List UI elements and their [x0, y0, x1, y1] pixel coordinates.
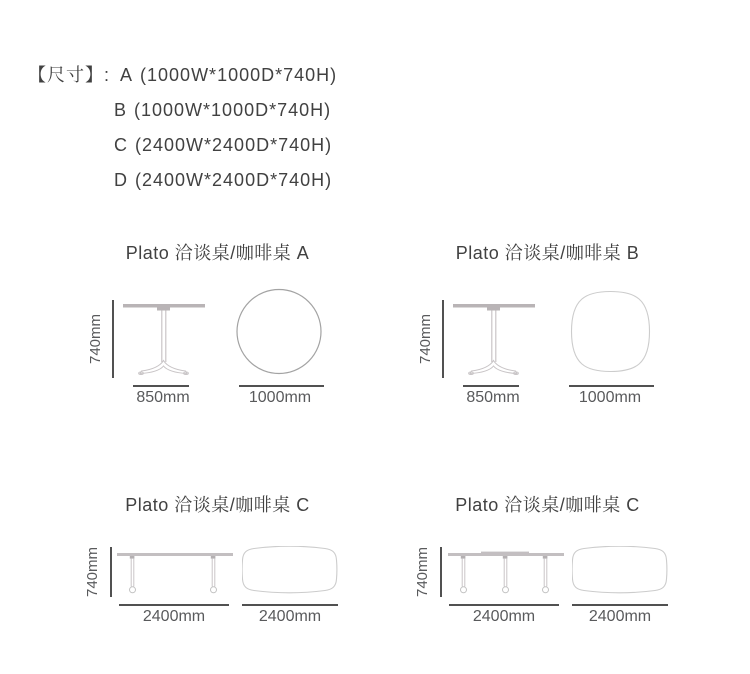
size-spec-label: B	[114, 100, 128, 120]
base-width-dimension-line	[133, 385, 189, 387]
size-spec-dims: (1000W*1000D*740H)	[140, 65, 338, 85]
two-leg-table-side-view	[117, 551, 237, 597]
diagram-title: Plato 洽谈桌/咖啡桌 B	[455, 243, 640, 263]
height-dimension-line	[440, 547, 442, 597]
size-spec-line	[28, 93, 337, 128]
size-spec-line	[28, 163, 337, 198]
top-width-dimension-label: 1000mm	[578, 389, 642, 406]
base-width-dimension-label: 2400mm	[472, 608, 536, 625]
base-width-dimension-line	[463, 385, 519, 387]
size-spec-header	[28, 58, 337, 198]
height-dimension-line	[442, 300, 444, 378]
top-width-dimension-line	[242, 604, 338, 606]
diagram-table-a	[60, 238, 390, 423]
size-spec-dims: (2400W*2400D*740H)	[135, 135, 333, 155]
base-width-dimension-label: 850mm	[136, 389, 190, 406]
size-spec-prefix: 【尺寸】:	[28, 65, 111, 85]
barrel-tabletop-top-view	[572, 546, 668, 595]
rounded-square-tabletop-top-view	[566, 288, 656, 378]
diagram-table-d	[390, 485, 720, 645]
top-width-dimension-line	[572, 604, 668, 606]
three-leg-table-side-view	[447, 551, 567, 597]
height-dimension-label: 740mm	[417, 313, 434, 365]
size-spec-dims: (1000W*1000D*740H)	[134, 100, 332, 120]
base-width-dimension-line	[119, 604, 229, 606]
size-spec-label: C	[114, 135, 128, 155]
height-dimension-line	[112, 300, 114, 378]
diagram-title: Plato 洽谈桌/咖啡桌 C	[455, 495, 640, 515]
round-tabletop-top-view	[236, 288, 326, 378]
barrel-tabletop-top-view	[242, 546, 338, 595]
height-dimension-label: 740mm	[87, 313, 104, 365]
base-width-dimension-line	[449, 604, 559, 606]
size-spec-line	[28, 128, 337, 163]
top-width-dimension-line	[569, 385, 654, 387]
diagram-table-b	[390, 238, 720, 423]
top-width-dimension-label: 2400mm	[258, 608, 322, 625]
top-width-dimension-label: 2400mm	[588, 608, 652, 625]
size-spec-dims: (2400W*2400D*740H)	[135, 170, 333, 190]
base-width-dimension-label: 850mm	[466, 389, 520, 406]
base-width-dimension-label: 2400mm	[142, 608, 206, 625]
diagram-title: Plato 洽谈桌/咖啡桌 C	[125, 495, 310, 515]
diagram-table-c	[60, 485, 390, 645]
pedestal-table-side-view	[118, 300, 228, 380]
size-spec-line	[28, 58, 337, 93]
top-width-dimension-label: 1000mm	[248, 389, 312, 406]
diagram-title: Plato 洽谈桌/咖啡桌 A	[125, 243, 310, 263]
pedestal-table-side-view	[448, 300, 558, 380]
height-dimension-line	[110, 547, 112, 597]
size-spec-label: A	[120, 65, 134, 85]
top-width-dimension-line	[239, 385, 324, 387]
height-dimension-label: 740mm	[84, 546, 101, 598]
height-dimension-label: 740mm	[414, 546, 431, 598]
size-spec-label: D	[114, 170, 128, 190]
